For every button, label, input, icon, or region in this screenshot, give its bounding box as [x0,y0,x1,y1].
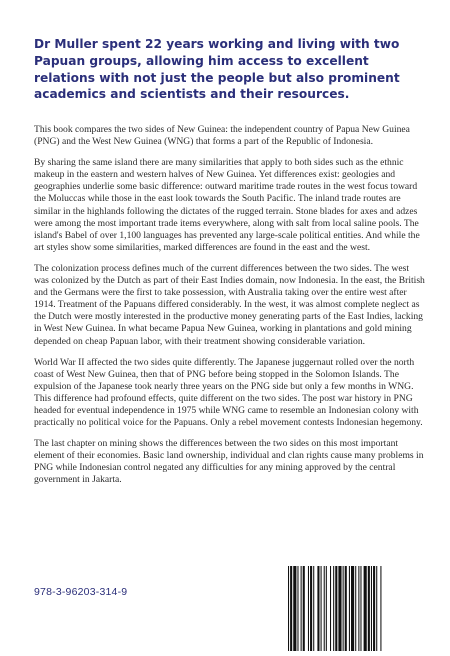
barcode-bar [317,566,319,651]
barcode-bar [345,566,347,651]
barcode-bar [326,566,327,651]
barcode-bar [308,566,309,651]
barcode-bar [335,566,337,651]
barcode-bar [310,566,312,651]
barcode-bar [290,566,292,651]
barcode-bar [313,566,314,651]
body-paragraph: The last chapter on mining shows the differences between the two sides on this most important element of their economies. Basic land ownership, individual and clan rights cause many problems in PNG while Indonesian control negated any difficulties for any mining approved by the central government in Jakarta. [34,438,424,486]
barcode-bar [293,566,296,651]
barcode-bar [288,566,289,651]
barcode-bar [373,566,375,651]
barcode-bar [321,566,322,651]
barcode-bar [360,566,361,651]
barcode-bar [297,566,298,651]
barcode-bar [364,566,367,651]
barcode-bar [343,566,344,651]
barcode-bar [371,566,372,651]
barcode-bar [349,566,350,651]
barcode-bar [330,566,331,651]
lead-paragraph: Dr Muller spent 22 years working and living with two Papuan groups, allowing him access to excellent relations with not just the people but also prominent academics and scientists and their resources. [34,37,400,102]
body-paragraph: This book compares the two sides of New Guinea: the independent country of Papua New Guinea (PNG) and the West New Guinea (WNG) that forms a part of the Republic of Indonesia. [34,124,410,148]
barcode-image [286,566,418,651]
body-paragraph: The colonization process defines much of the current differences between the two sides. The west was colonized by the Dutch as part of their East Indies domain, now Indonesia. In the east, the British and the Germans were the first to take possession, with Australia taking over the entire west after 1914. Treatment of the Papuans differed considerably. In the west, it was almost complete neglect as the Dutch were mostly interested in the productive money generating parts of the East Indies, lacking in West New Guinea. In what became Papua New Guinea, working in plantations and gold mining depended on cheap Papuan labor, with their treatment showing considerable variation. [34,262,425,347]
isbn-label: 978-3-96203-314-9 [34,586,128,598]
barcode-bar [355,566,356,651]
barcode [286,566,418,651]
barcode-bar [358,566,359,651]
body-text [34,124,426,496]
barcode-bar [303,566,305,651]
barcode-bar [338,566,341,651]
body-paragraph: By sharing the same island there are many similarities that apply to both sides such as the ethnic makeup in the eastern and western halves of New Guinea. Yet differences exist: geologies and geographies underlie some basic difference: outward maritime trade routes in the west focus toward the Moluccas while those in the east look towards the South Pacific. The inland trade routes are similar in the highlands following the dictates of the rugged terrain. Stone blades for axes and adzes were among the most important trade items everywhere, along with salt from local saline pools. The island's Babel of over 1,100 languages has prevented any large-scale political entities. And while the art styles show some similarities, marked differences are found in the east and the west. [34,157,420,253]
body-paragraph: World War II affected the two sides quite differently. The Japanese juggernaut rolled over the north coast of West New Guinea, then that of PNG before being stopped in the Solomon Islands. The expulsion of the Japanese took nearly three years on the PNG side but only a few months in WNG. This difference had profound effects, quite different on the two sides. The post war history in PNG headed for eventual independence in 1975 while WNG came to resemble an Indonesian colony with practically no political voice for the Papuans. Only a rebel movement contests Indonesian hegemony. [34,356,423,429]
barcode-bar [368,566,370,651]
barcode-bar [380,566,381,651]
barcode-bar [333,566,334,651]
barcode-bar [301,566,302,651]
barcode-bar [351,566,354,651]
barcode-bar [376,566,377,651]
barcode-bar [324,566,325,651]
